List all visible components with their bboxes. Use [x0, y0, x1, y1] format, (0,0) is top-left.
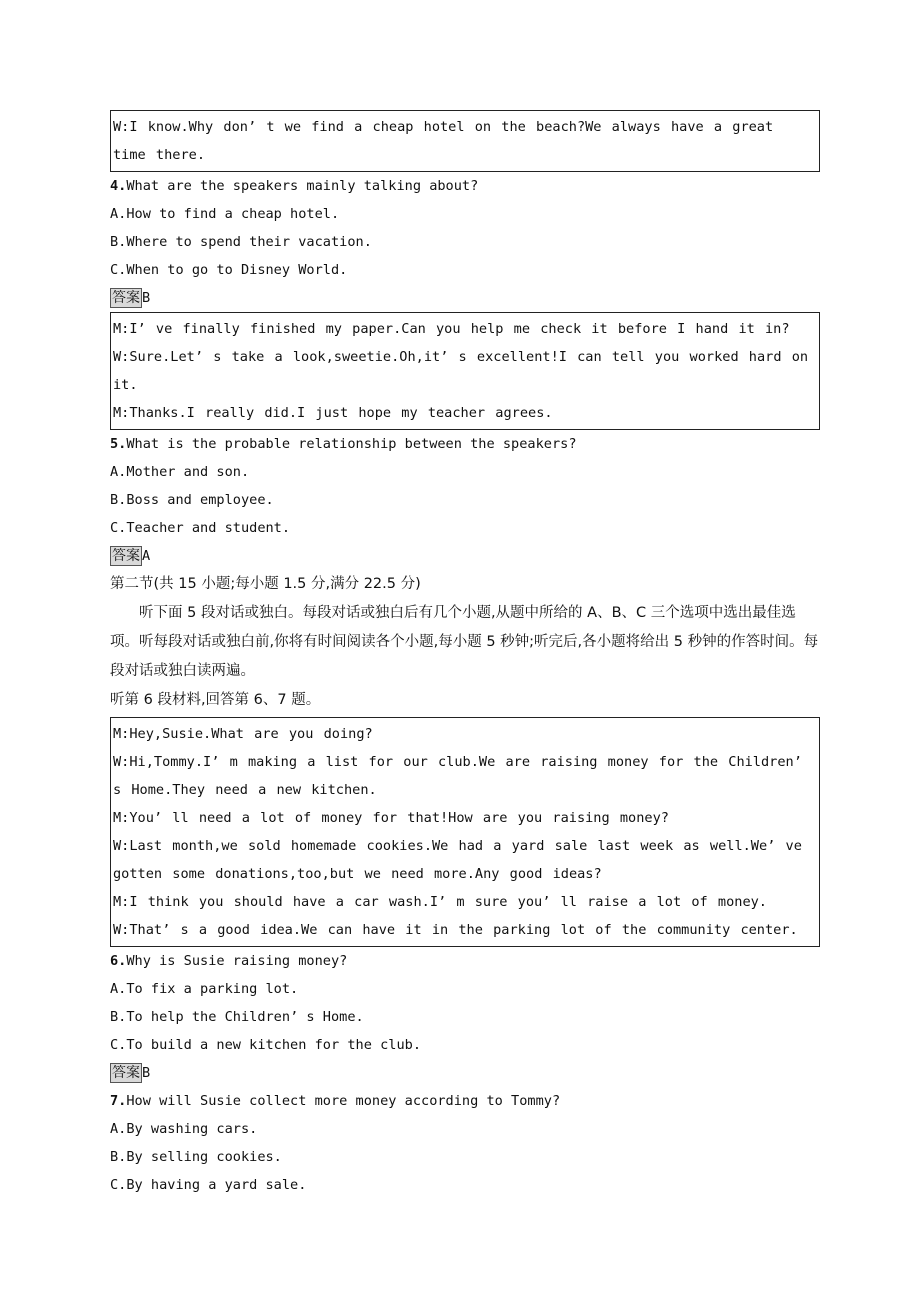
answer-row-6 [110, 1059, 820, 1087]
option-a: A.By washing cars. [110, 1121, 258, 1137]
answer-row-4 [110, 284, 820, 312]
answer-value: B [142, 290, 151, 306]
dialogue-line: W:I know.Why don’ t we find a cheap hotel on the beach?We always have a great time there. [113, 119, 774, 163]
dialogue-line: M:You’ ll need a lot of money for that!How are you raising money? [113, 810, 669, 826]
option-a: A.To fix a parking lot. [110, 981, 299, 997]
question-6 [110, 947, 820, 975]
section-instruction: 听下面 5 段对话或独白。每段对话或独白后有几个小题,从题中所给的 A、B、C 三个选项中选出最佳选项。听每段对话或独白前,你将有时间阅读各个小题,每小题 5 秒钟;听完后,各小题将给出 5 秒钟的作答时间。每段对话或独白读两遍。 [110, 605, 819, 679]
material-intro: 听第 6 段材料,回答第 6、7 题。 [110, 692, 321, 708]
option-c: C.To build a new kitchen for the club. [110, 1037, 421, 1053]
question-number: 6. [110, 953, 127, 969]
question-stem: How will Susie collect more money according to Tommy? [126, 1093, 561, 1109]
dialogue-line: W:Hi,Tommy.I’ m making a list for our club.We are raising money for the Children’ s Home.They need a new kitchen. [113, 754, 802, 798]
dialogue-line: W:Last month,we sold homemade cookies.We had a yard sale last week as well.We’ ve gotten some donations,too,but we need more.Any good ideas? [113, 838, 802, 882]
dialogue-box-3 [110, 717, 820, 947]
question-number: 4. [110, 178, 127, 194]
option-c: C.When to go to Disney World. [110, 262, 348, 278]
dialogue-line: M:Hey,Susie.What are you doing? [113, 726, 373, 742]
question-7 [110, 1087, 820, 1115]
dialogue-line: W:Sure.Let’ s take a look,sweetie.Oh,it’ s excellent!I can tell you worked hard on it. [113, 349, 809, 393]
option-b: B.Where to spend their vacation. [110, 234, 372, 250]
question-stem: What is the probable relationship between the speakers? [126, 436, 577, 452]
option-c: C.By having a yard sale. [110, 1177, 307, 1193]
question-4 [110, 172, 820, 200]
document-page [110, 110, 820, 1199]
question-stem: Why is Susie raising money? [126, 953, 348, 969]
answer-row-5 [110, 542, 820, 570]
question-stem: What are the speakers mainly talking about? [126, 178, 479, 194]
answer-tag: 答案 [112, 548, 140, 564]
dialogue-line: M:I’ ve finally finished my paper.Can you help me check it before I hand it in? [113, 321, 790, 337]
dialogue-box-1 [110, 110, 820, 172]
answer-tag: 答案 [112, 1065, 140, 1081]
option-b: B.Boss and employee. [110, 492, 274, 508]
option-a: A.How to find a cheap hotel. [110, 206, 340, 222]
question-5 [110, 430, 820, 458]
option-c: C.Teacher and student. [110, 520, 291, 536]
answer-tag: 答案 [112, 290, 140, 306]
answer-value: A [142, 548, 151, 564]
dialogue-line: M:I think you should have a car wash.I’ m sure you’ ll raise a lot of money. [113, 894, 767, 910]
option-a: A.Mother and son. [110, 464, 250, 480]
dialogue-line: M:Thanks.I really did.I just hope my teacher agrees. [113, 405, 553, 421]
option-b: B.By selling cookies. [110, 1149, 282, 1165]
section-heading: 第二节(共 15 小题;每小题 1.5 分,满分 22.5 分) [110, 576, 421, 592]
dialogue-line: W:That’ s a good idea.We can have it in the parking lot of the community center. [113, 922, 798, 938]
dialogue-box-2 [110, 312, 820, 430]
question-number: 7. [110, 1093, 127, 1109]
answer-value: B [142, 1065, 151, 1081]
option-b: B.To help the Children’ s Home. [110, 1009, 364, 1025]
question-number: 5. [110, 436, 127, 452]
